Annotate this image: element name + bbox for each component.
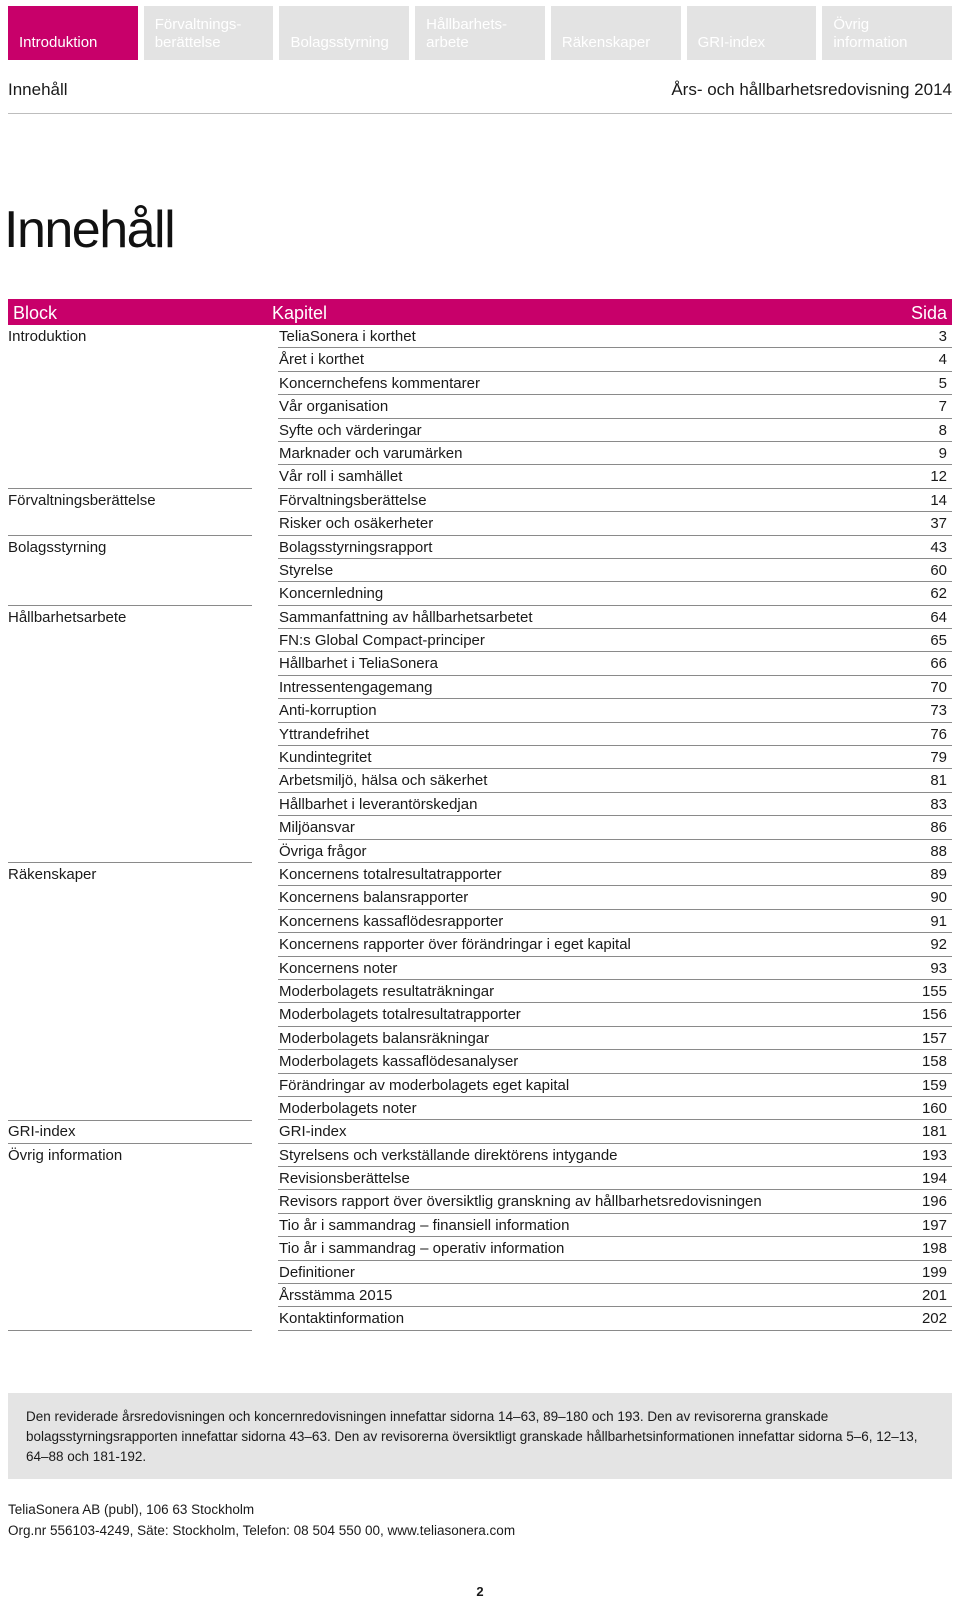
tab-gri-index[interactable] [687, 6, 817, 60]
toc-chapter-label[interactable]: GRI-index [279, 1123, 347, 1141]
toc-chapter-label[interactable]: Moderbolagets kassaflödesanalyser [279, 1053, 519, 1071]
toc-row[interactable] [8, 1003, 952, 1026]
toc-row[interactable] [8, 769, 952, 792]
toc-chapter-label[interactable]: Moderbolagets totalresultatrapporter [279, 1006, 521, 1024]
tab-hallbarhetsarbete[interactable] [415, 6, 545, 60]
toc-page-number: 199 [921, 1263, 947, 1281]
toc-row[interactable] [8, 652, 952, 675]
toc-page-number: 14 [930, 491, 947, 509]
toc-chapter-label[interactable]: Hållbarhet i TeliaSonera [279, 655, 438, 673]
toc-chapter-label[interactable]: Anti-korruption [279, 702, 377, 720]
toc-chapter-label[interactable]: Året i korthet [279, 351, 365, 369]
block-divider [8, 862, 252, 863]
block-divider [8, 1143, 252, 1144]
toc-row[interactable] [8, 606, 952, 629]
toc-block-label: GRI-index [8, 1123, 76, 1141]
toc-row[interactable] [8, 1190, 952, 1213]
footer-address: TeliaSonera AB (publ), 106 63 Stockholm [8, 1502, 255, 1517]
toc-row[interactable] [8, 863, 952, 886]
toc-chapter-label[interactable]: Moderbolagets noter [279, 1099, 417, 1117]
toc-chapter-label[interactable]: Moderbolagets resultaträkningar [279, 982, 495, 1000]
toc-page-number: 197 [921, 1216, 947, 1234]
toc-page-number: 73 [930, 702, 947, 720]
toc-page-number: 76 [930, 725, 947, 743]
header-page: Sida [910, 303, 947, 323]
toc-row[interactable] [8, 465, 952, 488]
toc-chapter-label[interactable]: Revisors rapport över översiktlig granskning av hållbarhetsredovisningen [279, 1193, 762, 1211]
toc-page-number: 194 [921, 1170, 947, 1188]
toc-row[interactable] [8, 840, 952, 863]
toc-chapter-label[interactable]: Arbetsmiljö, hälsa och säkerhet [279, 772, 488, 790]
toc-page-number: 5 [938, 374, 947, 392]
toc-page-number: 157 [921, 1029, 947, 1047]
toc-chapter-label[interactable]: Tio år i sammandrag – operativ information [279, 1240, 565, 1258]
toc-row[interactable] [8, 419, 952, 442]
toc-chapter-label[interactable]: Styrelse [279, 561, 334, 579]
toc-row[interactable] [8, 723, 952, 746]
toc-page-number: 88 [930, 842, 947, 860]
toc-chapter-label[interactable]: Vår organisation [279, 398, 389, 416]
toc-chapter-label[interactable]: FN:s Global Compact-principer [279, 632, 485, 650]
toc-page-number: 66 [930, 655, 947, 673]
page-number: 2 [476, 1584, 484, 1599]
toc-chapter-label[interactable]: Koncernens kassaflödesrapporter [279, 912, 504, 930]
toc-row[interactable] [8, 372, 952, 395]
chapter-divider [278, 1330, 952, 1331]
toc-row[interactable] [8, 348, 952, 371]
toc-chapter-label[interactable]: Koncernchefens kommentarer [279, 374, 480, 392]
toc-chapter-label[interactable]: Hållbarhet i leverantörskedjan [279, 795, 478, 813]
toc-row[interactable] [8, 395, 952, 418]
toc-row[interactable] [8, 1144, 952, 1167]
toc-page-number: 3 [938, 328, 947, 345]
toc-row[interactable] [8, 793, 952, 816]
toc-page-number: 83 [930, 795, 947, 813]
block-divider [8, 605, 252, 606]
toc-page-number: 196 [921, 1193, 947, 1211]
section-tabs [8, 6, 952, 60]
toc-row[interactable] [8, 957, 952, 980]
block-divider [8, 1330, 252, 1331]
toc-page-number: 70 [930, 678, 947, 696]
toc-page-number: 202 [921, 1310, 947, 1328]
toc-block-label: Hållbarhetsarbete [8, 608, 127, 626]
toc-page-number: 92 [930, 936, 947, 954]
toc-chapter-label[interactable]: Koncernens balansrapporter [279, 889, 469, 907]
toc-row[interactable] [8, 1167, 952, 1190]
toc-row[interactable] [8, 1120, 952, 1143]
toc-chapter-label[interactable]: Marknader och varumärken [279, 444, 463, 462]
toc-chapter-label[interactable]: Koncernens totalresultatrapporter [279, 865, 502, 883]
toc-page-number: 159 [921, 1076, 947, 1094]
toc-block-label: Introduktion [8, 328, 87, 345]
toc-page-number: 93 [930, 959, 947, 977]
toc-row[interactable] [8, 536, 952, 559]
header-chapter: Kapitel [272, 303, 328, 323]
toc-row[interactable] [8, 980, 952, 1003]
toc-chapter-label[interactable]: Styrelsens och verkställande direktörens intygande [279, 1146, 618, 1164]
tab-label: Hållbarhets- arbete [426, 16, 508, 51]
block-divider [8, 488, 252, 489]
toc-row[interactable] [8, 746, 952, 769]
toc-chapter-label[interactable]: Övriga frågor [279, 842, 367, 860]
toc-chapter-label[interactable]: Yttrandefrihet [279, 725, 370, 743]
toc-row[interactable] [8, 442, 952, 465]
toc-page-number: 12 [930, 468, 947, 486]
toc-chapter-label[interactable]: Kontaktinformation [279, 1310, 405, 1328]
toc-page-number: 86 [930, 819, 947, 837]
toc-chapter-label[interactable]: Syfte och värderingar [279, 421, 422, 439]
toc-page-number: 158 [921, 1053, 947, 1071]
toc-block-label: Övrig information [8, 1146, 123, 1164]
toc-row[interactable] [8, 1214, 952, 1237]
header-block: Block [13, 303, 58, 323]
tab-label: Övrig information [833, 16, 908, 51]
toc-page-number: 91 [930, 912, 947, 930]
tab-label: Förvaltnings- berättelse [154, 16, 242, 51]
audit-note: Den reviderade årsredovisningen och koncernredovisningen innefattar sidorna 14–63, 89–180 och 193. Den av revisorerna granskade bolagsstyrningsrapporten innefattar sidorna 43–63. Den av revisorerna översiktligt granskade hållbarhetsinformationen innefattar sidorna 5–6, 12–13, 64–88 och 181-192. [8, 1393, 952, 1479]
toc-chapter-label[interactable]: TeliaSonera i korthet [279, 328, 416, 345]
toc-page-number: 9 [938, 444, 947, 462]
tab-label: Räkenskaper [561, 34, 651, 51]
header-section: Innehåll [8, 80, 68, 99]
toc-row[interactable] [8, 512, 952, 535]
toc-page-number: 201 [921, 1287, 947, 1305]
toc-chapter-label[interactable]: Koncernledning [279, 585, 384, 603]
toc-chapter-label[interactable]: Koncernens rapporter över förändringar i eget kapital [279, 936, 631, 954]
toc-chapter-label[interactable]: Definitioner [279, 1263, 355, 1281]
tab-forvaltningsberattelse[interactable] [144, 6, 274, 60]
toc-row[interactable] [8, 816, 952, 839]
toc-page-number: 43 [930, 538, 947, 556]
header-report-title: Års- och hållbarhetsredovisning 2014 [671, 80, 952, 99]
toc-chapter-label[interactable]: Intressentengagemang [279, 678, 433, 696]
toc-row[interactable] [8, 1074, 952, 1097]
toc-row[interactable] [8, 1097, 952, 1120]
toc-chapter-label[interactable]: Årsstämma 2015 [279, 1287, 393, 1305]
toc-row[interactable] [8, 676, 952, 699]
toc-page-number: 181 [921, 1123, 947, 1141]
toc-row[interactable] [8, 325, 952, 348]
toc-page-number: 198 [921, 1240, 947, 1258]
toc-chapter-label[interactable]: Risker och osäkerheter [279, 515, 434, 533]
toc-row[interactable] [8, 629, 952, 652]
block-divider [8, 535, 252, 536]
toc-chapter-label[interactable]: Förvaltningsberättelse [279, 491, 427, 509]
toc-row[interactable] [8, 1237, 952, 1260]
tab-label: Introduktion [19, 34, 98, 51]
toc-chapter-label[interactable]: Vår roll i samhället [279, 468, 403, 486]
toc-chapter-label[interactable]: Bolagsstyrningsrapport [279, 538, 433, 556]
toc-chapter-label[interactable]: Miljöansvar [279, 819, 355, 837]
toc-page-number: 90 [930, 889, 947, 907]
toc-page-number: 37 [930, 515, 947, 533]
toc-page-number: 4 [938, 351, 947, 369]
toc-page-number: 60 [930, 561, 947, 579]
header-divider [8, 113, 952, 114]
toc-row[interactable] [8, 1027, 952, 1050]
toc-row[interactable] [8, 910, 952, 933]
toc-row[interactable] [8, 1284, 952, 1307]
toc-chapter-label[interactable]: Sammanfattning av hållbarhetsarbetet [279, 608, 533, 626]
toc-page-number: 160 [921, 1099, 947, 1117]
tab-ovrig-information[interactable] [822, 6, 952, 60]
toc-row[interactable] [8, 1050, 952, 1073]
toc-page-number: 62 [930, 585, 947, 603]
toc-page-number: 89 [930, 865, 947, 883]
page-header [8, 80, 952, 100]
toc-block-label: Räkenskaper [8, 865, 97, 883]
toc-page-number: 193 [921, 1146, 947, 1164]
toc-page-number: 65 [930, 632, 947, 650]
tab-introduktion[interactable] [8, 6, 138, 60]
toc-chapter-label[interactable]: Revisionsberättelse [279, 1170, 410, 1188]
toc-table [8, 299, 952, 1331]
toc-page-number: 155 [921, 982, 947, 1000]
tab-bolagsstyrning[interactable] [279, 6, 409, 60]
tab-label: GRI-index [697, 34, 766, 51]
page-title: Innehåll [4, 201, 175, 259]
toc-row[interactable] [8, 1307, 952, 1330]
toc-page-number: 8 [938, 421, 947, 439]
toc-page-number: 7 [938, 398, 947, 416]
block-divider [8, 1120, 252, 1121]
toc-header [8, 299, 952, 325]
toc-row[interactable] [8, 559, 952, 582]
toc-page-number: 64 [930, 608, 947, 626]
toc-row[interactable] [8, 933, 952, 956]
tab-rakenskaper[interactable] [551, 6, 681, 60]
footer [8, 1499, 515, 1541]
footer-contact: Org.nr 556103-4249, Säte: Stockholm, Telefon: 08 504 550 00, www.teliasonera.com [8, 1523, 516, 1538]
toc-row[interactable] [8, 489, 952, 512]
toc-block-label: Bolagsstyrning [8, 538, 107, 556]
toc-chapter-label[interactable]: Tio år i sammandrag – finansiell information [279, 1216, 570, 1234]
toc-chapter-label[interactable]: Förändringar av moderbolagets eget kapital [279, 1076, 570, 1094]
toc-row[interactable] [8, 1261, 952, 1284]
toc-row[interactable] [8, 582, 952, 605]
toc-page-number: 81 [930, 772, 947, 790]
toc-block-label: Förvaltningsberättelse [8, 491, 156, 509]
tab-label: Bolagsstyrning [290, 34, 389, 51]
toc-page-number: 156 [921, 1006, 947, 1024]
toc-row[interactable] [8, 886, 952, 909]
toc-chapter-label[interactable]: Moderbolagets balansräkningar [279, 1029, 490, 1047]
toc-chapter-label[interactable]: Kundintegritet [279, 749, 372, 767]
toc-chapter-label[interactable]: Koncernens noter [279, 959, 398, 977]
toc-page-number: 79 [930, 749, 947, 767]
toc-row[interactable] [8, 699, 952, 722]
toc-rows [8, 325, 952, 1331]
